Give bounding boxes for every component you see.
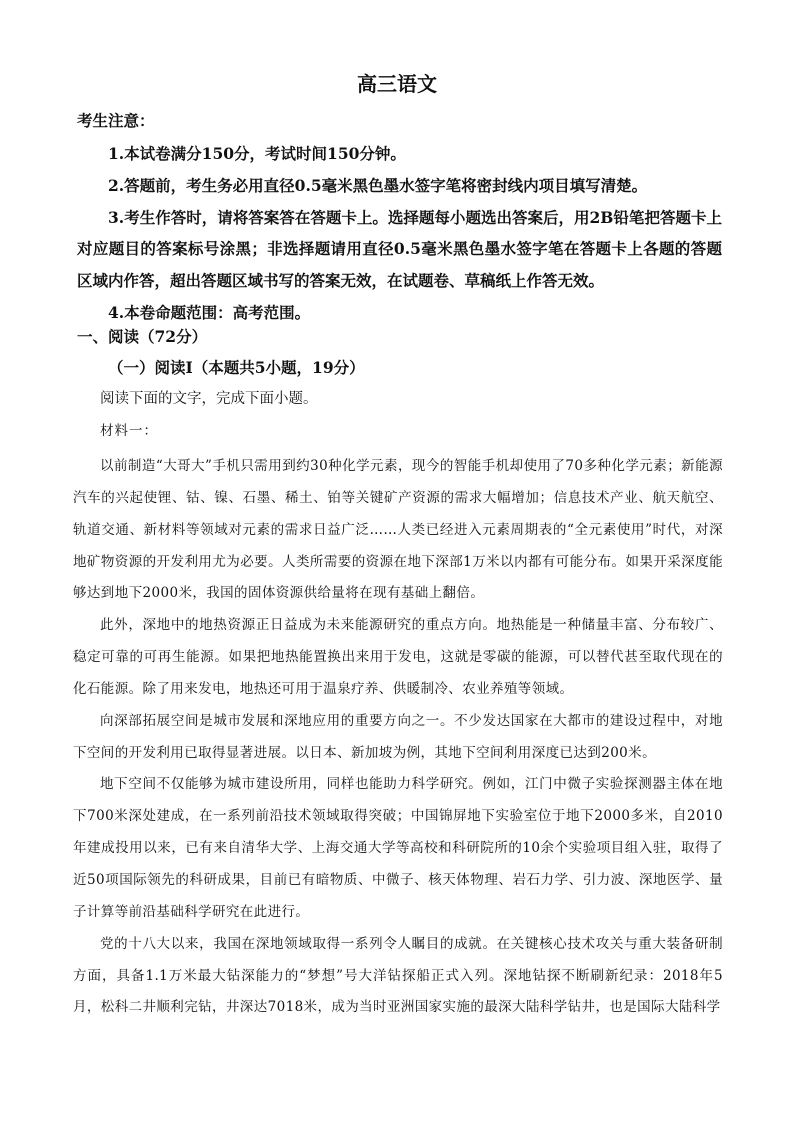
section-heading: 一、阅读（72分）: [77, 327, 208, 346]
reading-instruction: 阅读下面的文字，完成下面小题。: [100, 391, 318, 407]
exam-title: 高三语文: [357, 72, 437, 96]
material-paragraph: 以前制造“大哥大”手机只需用到约30种化学元素，现今的智能手机却使用了70多种化学元素；新能源汽车的兴起使锂、钴、镍、石墨、稀土、铂等关键矿产资源的需求大幅增加；信息技术产业、航天航空、轨道交通、新材料等领域对元素的需求日益广泛……人类已经进入元素周期表的“全元素使用”时代，对深地矿物资源的开发利用尤为必要。人类所需要的资源在地下深部1万米以内都有可能分布。如果开采深度能够达到地下2000米，我国的固体资源供给量将在现有基础上翻倍。: [73, 458, 723, 602]
material-label: 材料一：: [100, 423, 158, 439]
notice-heading: 考生注意：: [77, 111, 155, 130]
subsection-heading: （一）阅读Ⅰ（本题共5小题，19分）: [108, 358, 365, 377]
material-body: [73, 451, 723, 1024]
notice-item: 3.考生作答时，请将答案答在答题卡上。选择题每小题选出答案后，用2B铅笔把答题卡上对应题目的答案标号涂黑；非选择题请用直径0.5毫米黑色墨水签字笔在答题卡上各题的答题区域内作答，超出答题区域书写的答案无效，在试题卷、草稿纸上作答无效。: [77, 207, 722, 291]
material-paragraph: 地下空间不仅能够为城市建设所用，同样也能助力科学研究。例如，江门中微子实验探测器主体在地下700米深处建成，在一系列前沿技术领域取得突破；中国锦屏地下实验室位于地下2000多米，自2010年建成投用以来，已有来自清华大学、上海交通大学等高校和科研院所的10余个实验项目组入驻，取得了近50项国际领先的科研成果，目前已有暗物质、中微子、核天体物理、岩石力学、引力波、深地医学、量子计算等前沿基础科学研究在此进行。: [73, 776, 723, 920]
material-paragraph: 党的十八大以来，我国在深地领域取得一系列令人瞩目的成就。在关键核心技术攻关与重大装备研制方面，具备1.1万米最大钻深能力的“梦想”号大洋钻探船正式入列。深地钻探不断刷新纪录：2018年5月，松科二井顺利完钻，井深达7018米，成为当时亚洲国家实施的最深大陆科学钻井，也是国际大陆科学: [73, 935, 723, 1016]
notice-item: 1.本试卷满分150分，考试时间150分钟。: [108, 144, 406, 163]
notice-list: [77, 138, 722, 329]
material-paragraph: 向深部拓展空间是城市发展和深地应用的重要方向之一。不少发达国家在大都市的建设过程中，对地下空间的开发利用已取得显著进展。以日本、新加坡为例，其地下空间利用深度已达到200米。: [73, 712, 723, 761]
material-paragraph: 此外，深地中的地热资源正日益成为未来能源研究的重点方向。地热能是一种储量丰富、分布较广、稳定可靠的可再生能源。如果把地热能置换出来用于发电，这就是零碳的能源，可以替代甚至取代现在的化石能源。除了用来发电，地热还可用于温泉疗养、供暖制冷、农业养殖等领域。: [73, 617, 723, 697]
notice-item: 2.答题前，考生务必用直径0.5毫米黑色墨水签字笔将密封线内项目填写清楚。: [108, 175, 648, 195]
notice-item: 4.本卷命题范围：高考范围。: [108, 302, 311, 322]
